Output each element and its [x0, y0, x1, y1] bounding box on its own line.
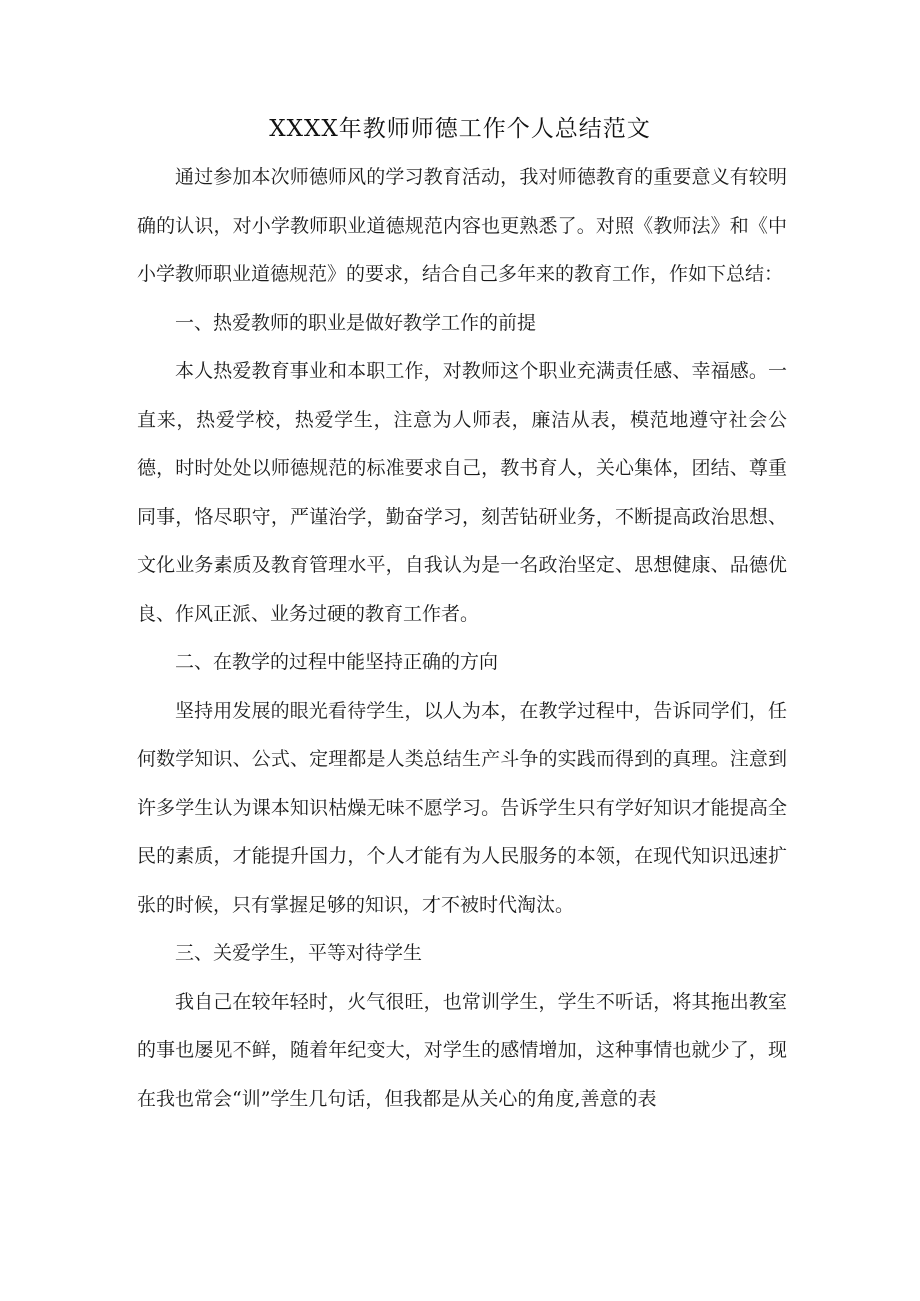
body-paragraph: 通过参加本次师德师风的学习教育活动，我对师德教育的重要意义有较明确的认识，对小学教师职业道德规范内容也更熟悉了。对照《教师法》和《中小学教师职业道德规范》的要求，结合自己多年来的教育工作，作如下总结： — [137, 166, 787, 285]
section-heading: 三、关爱学生，平等对待学生 — [175, 942, 423, 964]
document-body — [137, 153, 787, 1123]
body-paragraph: 我自己在较年轻时，火气很旺，也常训学生，学生不听话，将其拖出教室的事也屡见不鲜，随着年纪变大，对学生的感情增加，这种事情也就少了，现在我也常会“训”学生几句话，但我都是从关心的角度,善意的表 — [137, 990, 787, 1110]
body-paragraph: 本人热爱教育事业和本职工作，对教师这个职业充满责任感、幸福感。一直来，热爱学校，热爱学生，注意为人师表，廉洁从表，模范地遵守社会公德，时时处处以师德规范的标准要求自己，教书育人，关心集体，团结、尊重同事，恪尽职守，严谨治学，勤奋学习，刻苦钻研业务，不断提高政治思想、文化业务素质及教育管理水平，自我认为是一名政治坚定、思想健康、品德优良、作风正派、业务过硬的教育工作者。 — [137, 360, 787, 625]
document-title: XXXX年教师师德工作个人总结范文 — [269, 116, 651, 142]
section-heading: 一、热爱教师的职业是做好教学工作的前提 — [175, 311, 537, 334]
section-heading: 二、在教学的过程中能坚持正确的方向 — [175, 651, 499, 673]
body-paragraph: 坚持用发展的眼光看待学生，以人为本，在教学过程中，告诉同学们，任何数学知识、公式、定理都是人类总结生产斗争的实践而得到的真理。注意到许多学生认为课本知识枯燥无味不愿学习。告诉学生只有学好知识才能提高全民的素质，才能提升国力，个人才能有为人民服务的本领，在现代知识迅速扩张的时候，只有掌握足够的知识，才不被时代淘汰。 — [137, 699, 787, 916]
